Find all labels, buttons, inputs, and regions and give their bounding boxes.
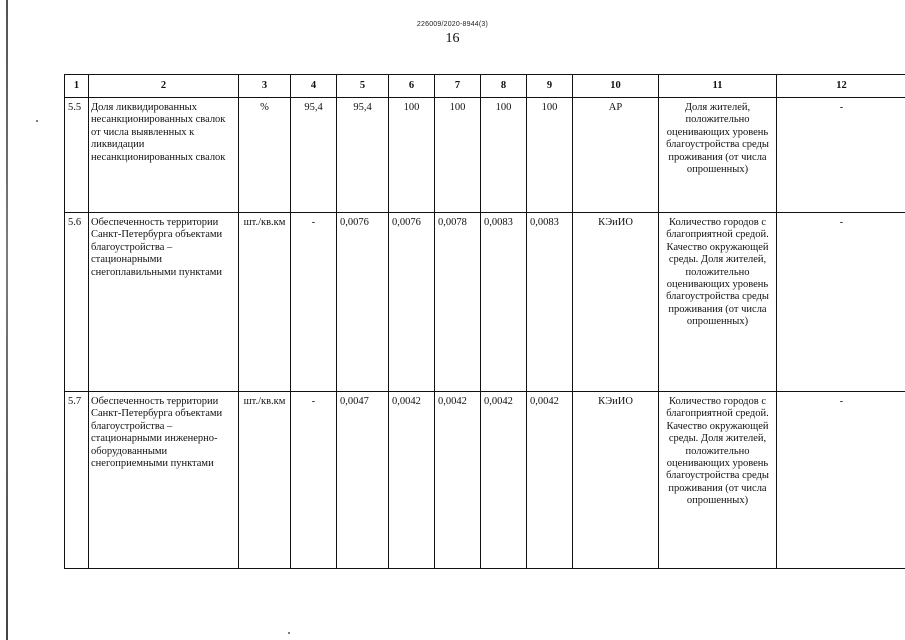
unit-cell: % xyxy=(239,98,291,213)
value-cell: 0,0042 xyxy=(527,392,573,569)
note-cell: - xyxy=(777,213,905,392)
column-header: 1 xyxy=(65,75,89,98)
value-cell: - xyxy=(291,213,337,392)
value-cell: 0,0042 xyxy=(389,392,435,569)
page-number: 16 xyxy=(445,31,460,46)
note-cell: - xyxy=(777,98,905,213)
executor-cell: КЭиИО xyxy=(573,213,659,392)
value-cell: 95,4 xyxy=(337,98,389,213)
column-header: 3 xyxy=(239,75,291,98)
value-cell: 0,0076 xyxy=(389,213,435,392)
table-row xyxy=(65,213,905,392)
executor-cell: АР xyxy=(573,98,659,213)
value-cell: 0,0047 xyxy=(337,392,389,569)
value-cell: 95,4 xyxy=(291,98,337,213)
column-header: 7 xyxy=(435,75,481,98)
value-cell: 100 xyxy=(389,98,435,213)
value-cell: 0,0076 xyxy=(337,213,389,392)
value-cell: 100 xyxy=(527,98,573,213)
indicator-name: Доля ликвидированных несанкционированных свалок от числа выявленных к ликвидации несанкционированных свалок xyxy=(89,98,239,213)
row-number: 5.6 xyxy=(65,213,89,392)
value-cell: 0,0083 xyxy=(527,213,573,392)
column-header: 8 xyxy=(481,75,527,98)
column-header: 9 xyxy=(527,75,573,98)
scan-edge-line xyxy=(6,0,8,640)
indicator-name: Обеспеченность территории Санкт-Петербурга объектами благоустройства – стационарными снегоплавильными пунктами xyxy=(89,213,239,392)
value-cell: - xyxy=(291,392,337,569)
indicators-table xyxy=(64,74,905,569)
row-number: 5.5 xyxy=(65,98,89,213)
column-header: 12 xyxy=(777,75,905,98)
column-header: 5 xyxy=(337,75,389,98)
table-header-row xyxy=(65,75,905,98)
column-header: 10 xyxy=(573,75,659,98)
value-cell: 0,0078 xyxy=(435,213,481,392)
goal-indicator-cell: Количество городов с благоприятной средой. Качество окружающей среды. Доля жителей, положительно оценивающих уровень благоустройства среды проживания (от числа опрошенных) xyxy=(659,392,777,569)
value-cell: 0,0042 xyxy=(435,392,481,569)
value-cell: 0,0042 xyxy=(481,392,527,569)
column-header: 2 xyxy=(89,75,239,98)
column-header: 4 xyxy=(291,75,337,98)
table-row xyxy=(65,392,905,569)
value-cell: 100 xyxy=(435,98,481,213)
scan-speck xyxy=(36,120,38,122)
column-header: 6 xyxy=(389,75,435,98)
executor-cell: КЭиИО xyxy=(573,392,659,569)
row-number: 5.7 xyxy=(65,392,89,569)
indicator-name: Обеспеченность территории Санкт-Петербурга объектами благоустройства – стационарными инженерно-оборудованными снегоприемными пунктами xyxy=(89,392,239,569)
goal-indicator-cell: Доля жителей, положительно оценивающих уровень благоустройства среды проживания (от числа опрошенных) xyxy=(659,98,777,213)
scan-speck xyxy=(288,632,290,634)
unit-cell: шт./кв.км xyxy=(239,213,291,392)
column-header: 11 xyxy=(659,75,777,98)
value-cell: 0,0083 xyxy=(481,213,527,392)
value-cell: 100 xyxy=(481,98,527,213)
document-number: 226009/2020-8944(3) xyxy=(416,21,489,28)
table-row xyxy=(65,98,905,213)
unit-cell: шт./кв.км xyxy=(239,392,291,569)
goal-indicator-cell: Количество городов с благоприятной средой. Качество окружающей среды. Доля жителей, положительно оценивающих уровень благоустройства среды проживания (от числа опрошенных) xyxy=(659,213,777,392)
note-cell: - xyxy=(777,392,905,569)
